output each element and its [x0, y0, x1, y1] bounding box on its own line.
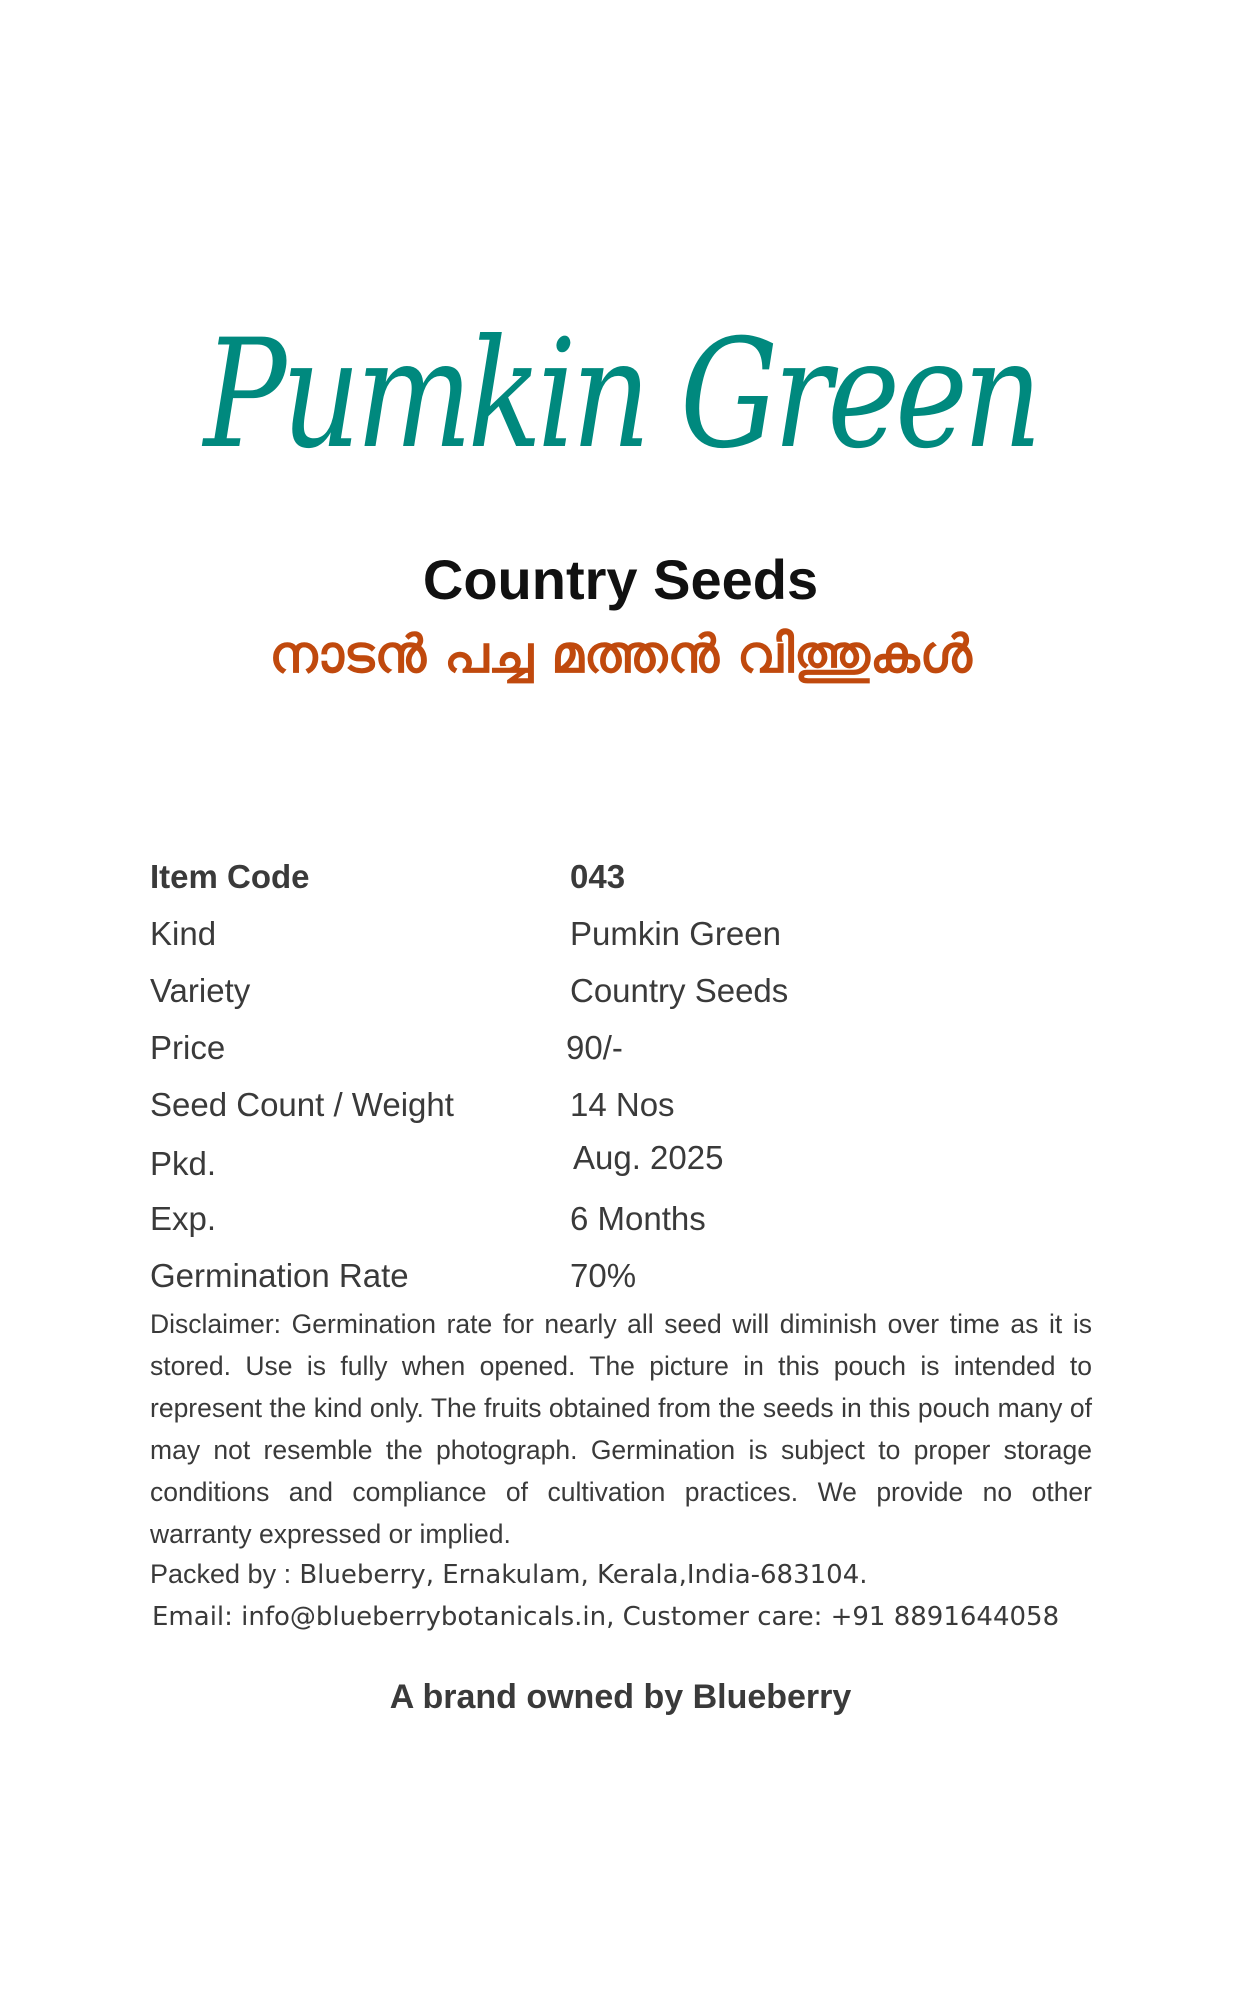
spec-value: 6 Months — [570, 1200, 706, 1237]
spec-row-seed-count — [150, 1076, 1100, 1133]
contact-line: Email: info@blueberrybotanicals.in, Customer care: +91 8891644058 — [152, 1602, 1060, 1632]
spec-value: Aug. 2025 — [573, 1139, 724, 1176]
spec-row-expiry — [150, 1190, 1100, 1247]
spec-label: Kind — [150, 915, 217, 952]
packed-by — [150, 1555, 1100, 1594]
spec-value: Pumkin Green — [570, 915, 781, 952]
packed-by-label: Packed by : — [150, 1559, 292, 1589]
spec-label: Variety — [150, 972, 251, 1009]
spec-label: Item Code — [150, 858, 310, 895]
spec-row-item-code — [150, 848, 1100, 905]
spec-row-price — [150, 1019, 1100, 1076]
spec-row-variety — [150, 962, 1100, 1019]
spec-label: Price — [150, 1029, 226, 1066]
spec-row-germination-rate — [150, 1247, 1100, 1304]
spec-row-packed-date — [150, 1133, 1100, 1190]
spec-label: Germination Rate — [150, 1257, 409, 1294]
spec-value: 70% — [570, 1257, 637, 1294]
spec-value: 14 Nos — [570, 1086, 675, 1123]
product-subtitle: Country Seeds — [422, 548, 819, 611]
disclaimer-text: Disclaimer: Germination rate for nearly all seed will diminish over time as it is stored. Use is fully when opened. The picture in this pouch is intended to represent the kind only. The fruits obtained from the seeds in this pouch many of may not resemble the photograph. Germination is subject to proper storage conditions and compliance of cultivation practices. We provide no other warranty expressed or implied. — [150, 1309, 1092, 1549]
spec-value: 90/- — [566, 1029, 623, 1066]
spec-label: Pkd. — [150, 1145, 217, 1182]
spec-value: 043 — [570, 858, 626, 895]
spec-row-kind — [150, 905, 1100, 962]
packed-by-address: Blueberry, Ernakulam, Kerala,India-683104. — [299, 1560, 868, 1590]
spec-label: Exp. — [150, 1200, 217, 1237]
spec-value: Country Seeds — [570, 972, 789, 1009]
malayalam-title: നാടൻ പച്ച മത്തൻ വിത്തുകൾ — [269, 625, 972, 685]
brand-owner-footer: A brand owned by Blueberry — [389, 1678, 852, 1716]
spec-label: Seed Count / Weight — [150, 1086, 454, 1123]
spec-table — [150, 848, 1100, 1304]
product-title: Pumkin Green — [203, 308, 1038, 482]
